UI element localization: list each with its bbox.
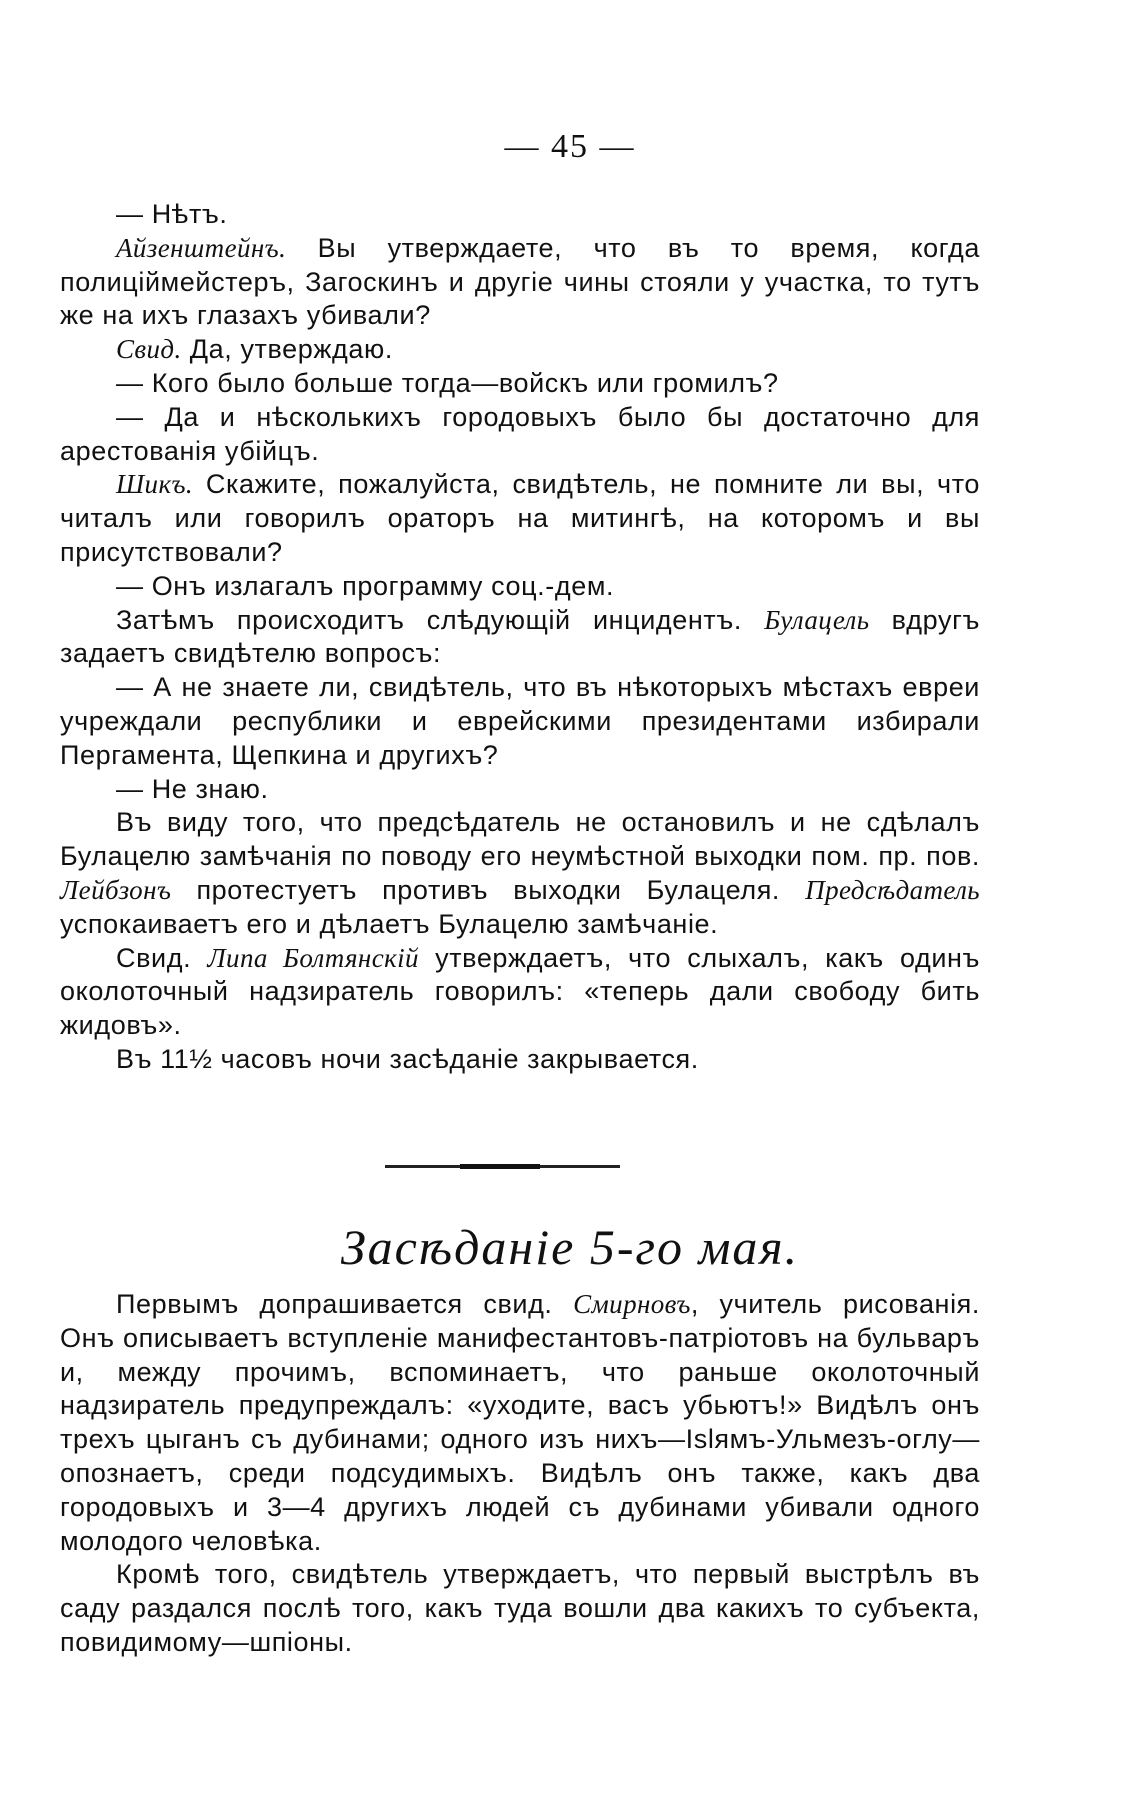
- testimony-section: [60, 198, 980, 1077]
- page-number: — 45 —: [504, 128, 636, 165]
- paragraph: [60, 333, 980, 367]
- speaker-name: Предсѣдатель: [805, 874, 980, 905]
- paragraph-text: — Нѣтъ.: [116, 199, 228, 229]
- paragraph: [60, 1558, 980, 1659]
- paragraph-text: — Не знаю.: [116, 773, 269, 804]
- paragraph-text: — Кого было больше тогда—войскъ или громилъ?: [116, 367, 779, 398]
- paragraph: [60, 671, 980, 772]
- paragraph: [60, 570, 980, 604]
- paragraph-text: вдругъ задаетъ свидѣтелю вопросъ:: [60, 604, 980, 669]
- speaker-name: Свид.: [116, 334, 182, 365]
- speaker-name: Липа Болтянскій: [207, 942, 419, 973]
- paragraph-text: Первымъ допрашивается свид.: [116, 1289, 574, 1319]
- paragraph: [60, 468, 980, 569]
- paragraph-text: Затѣмъ происходитъ слѣдующій инцидентъ.: [116, 604, 765, 635]
- paragraph-text: , учитель рисованія. Онъ описываетъ вступленіе манифестантовъ-патріотовъ на бульваръ и, между прочимъ, вспоминаетъ, что раньше околоточный надзиратель предупреждалъ: «уходите, васъ убьютъ!» Видѣлъ онъ трехъ цыганъ съ дубинами; одного изъ нихъ—Islямъ-Ульмезъ-оглу—опознаетъ, среди подсудимыхъ. Видѣлъ онъ также, какъ два городовыхъ и 3—4 другихъ людей съ дубинами убивали одного молодого человѣка.: [60, 1289, 980, 1556]
- divider-center-bar: [460, 1164, 540, 1169]
- paragraph-text: протестуетъ противъ выходки Булацеля.: [171, 874, 806, 905]
- paragraph-text: — Онъ излагалъ программу соц.-дем.: [116, 570, 615, 601]
- paragraph-text: успокаиваетъ его и дѣлаетъ Булацелю замѣчаніе.: [60, 908, 719, 939]
- section-title: Засѣданіе 5-го мая.: [340, 1219, 800, 1275]
- session-section: [60, 1288, 980, 1660]
- paragraph-text: — А не знаете ли, свидѣтель, что въ нѣкоторыхъ мѣстахъ евреи учреждали республики и еврейскими президентами избирали Пергамента, Щепкина и другихъ?: [60, 672, 980, 770]
- paragraph-text: Свид.: [116, 942, 208, 973]
- paragraph: [60, 367, 980, 401]
- paragraph: [60, 773, 980, 807]
- section-divider: [385, 1165, 620, 1168]
- speaker-name: Булацель: [764, 604, 870, 635]
- speaker-name: Шикъ.: [116, 469, 194, 500]
- paragraph-text: Кромѣ того, свидѣтель утверждаетъ, что первый выстрѣлъ въ саду раздался послѣ того, какъ туда вошли два какихъ то субъекта, повидимому—шпіоны.: [60, 1559, 980, 1657]
- paragraph: [60, 232, 980, 333]
- paragraph-text: Да, утверждаю.: [181, 334, 393, 365]
- paragraph-text: Въ 11½ часовъ ночи засѣданіе закрывается.: [116, 1043, 699, 1074]
- paragraph: [60, 1043, 980, 1077]
- paragraph-text: Скажите, пожалуйста, свидѣтель, не помните ли вы, что читалъ или говорилъ ораторъ на митингѣ, на которомъ и вы присутствовали?: [60, 469, 980, 567]
- speaker-name: Айзенштейнъ.: [116, 232, 287, 263]
- paragraph-text: Вы утверждаете, что въ то время, когда полиціймейстеръ, Загоскинъ и другіе чины стояли у участка, то тутъ же на ихъ глазахъ убивали?: [60, 232, 980, 331]
- paragraph: [60, 942, 980, 1043]
- paragraph: [60, 1288, 980, 1558]
- paragraph: [60, 806, 980, 941]
- paragraph: [60, 604, 980, 672]
- paragraph-text: Въ виду того, что предсѣдатель не остановилъ и не сдѣлалъ Булацелю замѣчанія по поводу его неумѣстной выходки пом. пр. пов.: [60, 807, 980, 872]
- paragraph: [60, 198, 980, 232]
- paragraph-text: — Да и нѣсколькихъ городовыхъ было бы достаточно для арестованія убійцъ.: [60, 401, 980, 466]
- speaker-name: Лейбзонъ: [60, 874, 172, 905]
- paragraph: [60, 401, 980, 469]
- speaker-name: Смирновъ: [573, 1289, 691, 1319]
- paragraph-text: утверждаетъ, что слыхалъ, какъ одинъ околоточный надзиратель говорилъ: «теперь дали свободу бить жидовъ».: [60, 942, 980, 1041]
